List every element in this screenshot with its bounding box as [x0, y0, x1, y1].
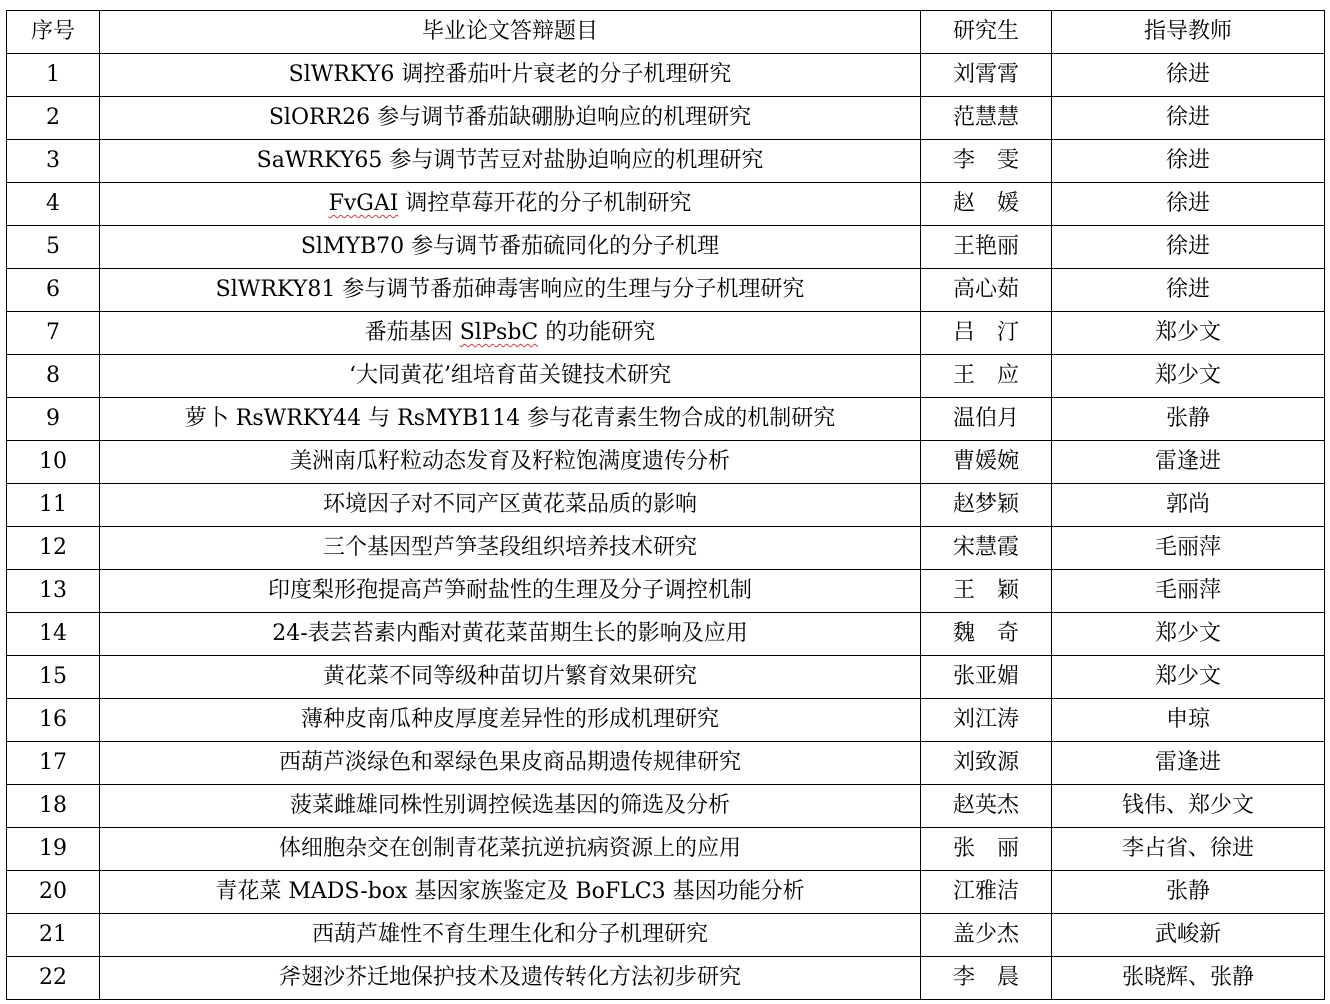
table-row — [7, 828, 1325, 871]
row-number: 20 — [7, 871, 100, 914]
table-row — [7, 398, 1325, 441]
thesis-title: 西葫芦雄性不育生理生化和分子机理研究 — [100, 914, 921, 957]
row-number: 18 — [7, 785, 100, 828]
advisor-name: 徐进 — [1052, 226, 1325, 269]
thesis-title — [100, 312, 921, 355]
row-number: 12 — [7, 527, 100, 570]
advisor-name: 徐进 — [1052, 269, 1325, 312]
table-row — [7, 570, 1325, 613]
table-row — [7, 484, 1325, 527]
table-row — [7, 871, 1325, 914]
row-number: 15 — [7, 656, 100, 699]
student-name: 王 颖 — [921, 570, 1052, 613]
thesis-title: SaWRKY65 参与调节苦豆对盐胁迫响应的机理研究 — [100, 140, 921, 183]
document-page — [6, 10, 1324, 1000]
advisor-name: 徐进 — [1052, 54, 1325, 97]
thesis-title: 青花菜 MADS-box 基因家族鉴定及 BoFLC3 基因功能分析 — [100, 871, 921, 914]
header-student: 研究生 — [921, 11, 1052, 54]
student-name: 李 晨 — [921, 957, 1052, 1000]
student-name: 宋慧霞 — [921, 527, 1052, 570]
thesis-title-text: 番茄基因 — [364, 319, 460, 345]
advisor-name: 钱伟、郑少文 — [1052, 785, 1325, 828]
table-row — [7, 226, 1325, 269]
table-row — [7, 914, 1325, 957]
advisor-name: 郑少文 — [1052, 312, 1325, 355]
row-number: 7 — [7, 312, 100, 355]
thesis-title: 斧翅沙芥迁地保护技术及遗传转化方法初步研究 — [100, 957, 921, 1000]
table-row — [7, 527, 1325, 570]
header-number: 序号 — [7, 11, 100, 54]
thesis-title-text: 的功能研究 — [538, 319, 656, 345]
thesis-title: 黄花菜不同等级种苗切片繁育效果研究 — [100, 656, 921, 699]
row-number: 10 — [7, 441, 100, 484]
student-name: 魏 奇 — [921, 613, 1052, 656]
advisor-name: 郑少文 — [1052, 355, 1325, 398]
thesis-title: 薄种皮南瓜种皮厚度差异性的形成机理研究 — [100, 699, 921, 742]
student-name: 张 丽 — [921, 828, 1052, 871]
row-number: 6 — [7, 269, 100, 312]
table-row — [7, 699, 1325, 742]
thesis-title: 环境因子对不同产区黄花菜品质的影响 — [100, 484, 921, 527]
thesis-title: 印度梨形孢提高芦笋耐盐性的生理及分子调控机制 — [100, 570, 921, 613]
row-number: 3 — [7, 140, 100, 183]
header-advisor: 指导教师 — [1052, 11, 1325, 54]
advisor-name: 武峻新 — [1052, 914, 1325, 957]
student-name: 范慧慧 — [921, 97, 1052, 140]
thesis-title: 体细胞杂交在创制青花菜抗逆抗病资源上的应用 — [100, 828, 921, 871]
thesis-title: 菠菜雌雄同株性别调控候选基因的筛选及分析 — [100, 785, 921, 828]
thesis-title: SlWRKY6 调控番茄叶片衰老的分子机理研究 — [100, 54, 921, 97]
row-number: 16 — [7, 699, 100, 742]
row-number: 17 — [7, 742, 100, 785]
table-row — [7, 656, 1325, 699]
row-number: 22 — [7, 957, 100, 1000]
thesis-title — [100, 183, 921, 226]
row-number: 21 — [7, 914, 100, 957]
student-name: 赵 媛 — [921, 183, 1052, 226]
thesis-title: 三个基因型芦笋茎段组织培养技术研究 — [100, 527, 921, 570]
advisor-name: 雷逢进 — [1052, 742, 1325, 785]
table-row — [7, 183, 1325, 226]
row-number: 13 — [7, 570, 100, 613]
header-thesis-title: 毕业论文答辩题目 — [100, 11, 921, 54]
thesis-defense-table — [6, 10, 1325, 1000]
student-name: 刘致源 — [921, 742, 1052, 785]
row-number: 9 — [7, 398, 100, 441]
advisor-name: 毛丽萍 — [1052, 527, 1325, 570]
student-name: 温伯月 — [921, 398, 1052, 441]
student-name: 江雅洁 — [921, 871, 1052, 914]
table-row — [7, 441, 1325, 484]
spellcheck-underlined-term: SlPsbC — [459, 319, 539, 345]
row-number: 8 — [7, 355, 100, 398]
thesis-title: 萝卜 RsWRKY44 与 RsMYB114 参与花青素生物合成的机制研究 — [100, 398, 921, 441]
spellcheck-underlined-term: FvGAI — [328, 190, 399, 216]
thesis-title: 美洲南瓜籽粒动态发育及籽粒饱满度遗传分析 — [100, 441, 921, 484]
advisor-name: 徐进 — [1052, 97, 1325, 140]
advisor-name: 郑少文 — [1052, 613, 1325, 656]
header-row — [7, 11, 1325, 54]
advisor-name: 郭尚 — [1052, 484, 1325, 527]
advisor-name: 雷逢进 — [1052, 441, 1325, 484]
advisor-name: 徐进 — [1052, 183, 1325, 226]
student-name: 王艳丽 — [921, 226, 1052, 269]
table-row — [7, 312, 1325, 355]
table-row — [7, 785, 1325, 828]
advisor-name: 李占省、徐进 — [1052, 828, 1325, 871]
student-name: 赵梦颖 — [921, 484, 1052, 527]
advisor-name: 郑少文 — [1052, 656, 1325, 699]
row-number: 19 — [7, 828, 100, 871]
student-name: 盖少杰 — [921, 914, 1052, 957]
thesis-title: SlORR26 参与调节番茄缺硼胁迫响应的机理研究 — [100, 97, 921, 140]
advisor-name: 徐进 — [1052, 140, 1325, 183]
student-name: 王 应 — [921, 355, 1052, 398]
student-name: 李 雯 — [921, 140, 1052, 183]
table-row — [7, 957, 1325, 1000]
thesis-title: SlWRKY81 参与调节番茄砷毒害响应的生理与分子机理研究 — [100, 269, 921, 312]
student-name: 张亚媚 — [921, 656, 1052, 699]
row-number: 4 — [7, 183, 100, 226]
table-row — [7, 140, 1325, 183]
advisor-name: 申琼 — [1052, 699, 1325, 742]
thesis-title: SlMYB70 参与调节番茄硫同化的分子机理 — [100, 226, 921, 269]
thesis-title-text: 调控草莓开花的分子机制研究 — [398, 190, 692, 216]
table-row — [7, 97, 1325, 140]
student-name: 曹媛婉 — [921, 441, 1052, 484]
thesis-title: 西葫芦淡绿色和翠绿色果皮商品期遗传规律研究 — [100, 742, 921, 785]
student-name: 刘江涛 — [921, 699, 1052, 742]
thesis-title: 24-表芸苔素内酯对黄花菜苗期生长的影响及应用 — [100, 613, 921, 656]
student-name: 吕 汀 — [921, 312, 1052, 355]
row-number: 1 — [7, 54, 100, 97]
advisor-name: 张晓辉、张静 — [1052, 957, 1325, 1000]
student-name: 高心茹 — [921, 269, 1052, 312]
cut-off-page-footer — [1155, 996, 1275, 1004]
row-number: 2 — [7, 97, 100, 140]
row-number: 11 — [7, 484, 100, 527]
advisor-name: 张静 — [1052, 871, 1325, 914]
table-row — [7, 742, 1325, 785]
table-row — [7, 613, 1325, 656]
advisor-name: 张静 — [1052, 398, 1325, 441]
table-row — [7, 355, 1325, 398]
advisor-name: 毛丽萍 — [1052, 570, 1325, 613]
student-name: 赵英杰 — [921, 785, 1052, 828]
row-number: 5 — [7, 226, 100, 269]
thesis-title: ‘大同黄花’组培育苗关键技术研究 — [100, 355, 921, 398]
table-row — [7, 54, 1325, 97]
student-name: 刘霄霄 — [921, 54, 1052, 97]
row-number: 14 — [7, 613, 100, 656]
table-row — [7, 269, 1325, 312]
